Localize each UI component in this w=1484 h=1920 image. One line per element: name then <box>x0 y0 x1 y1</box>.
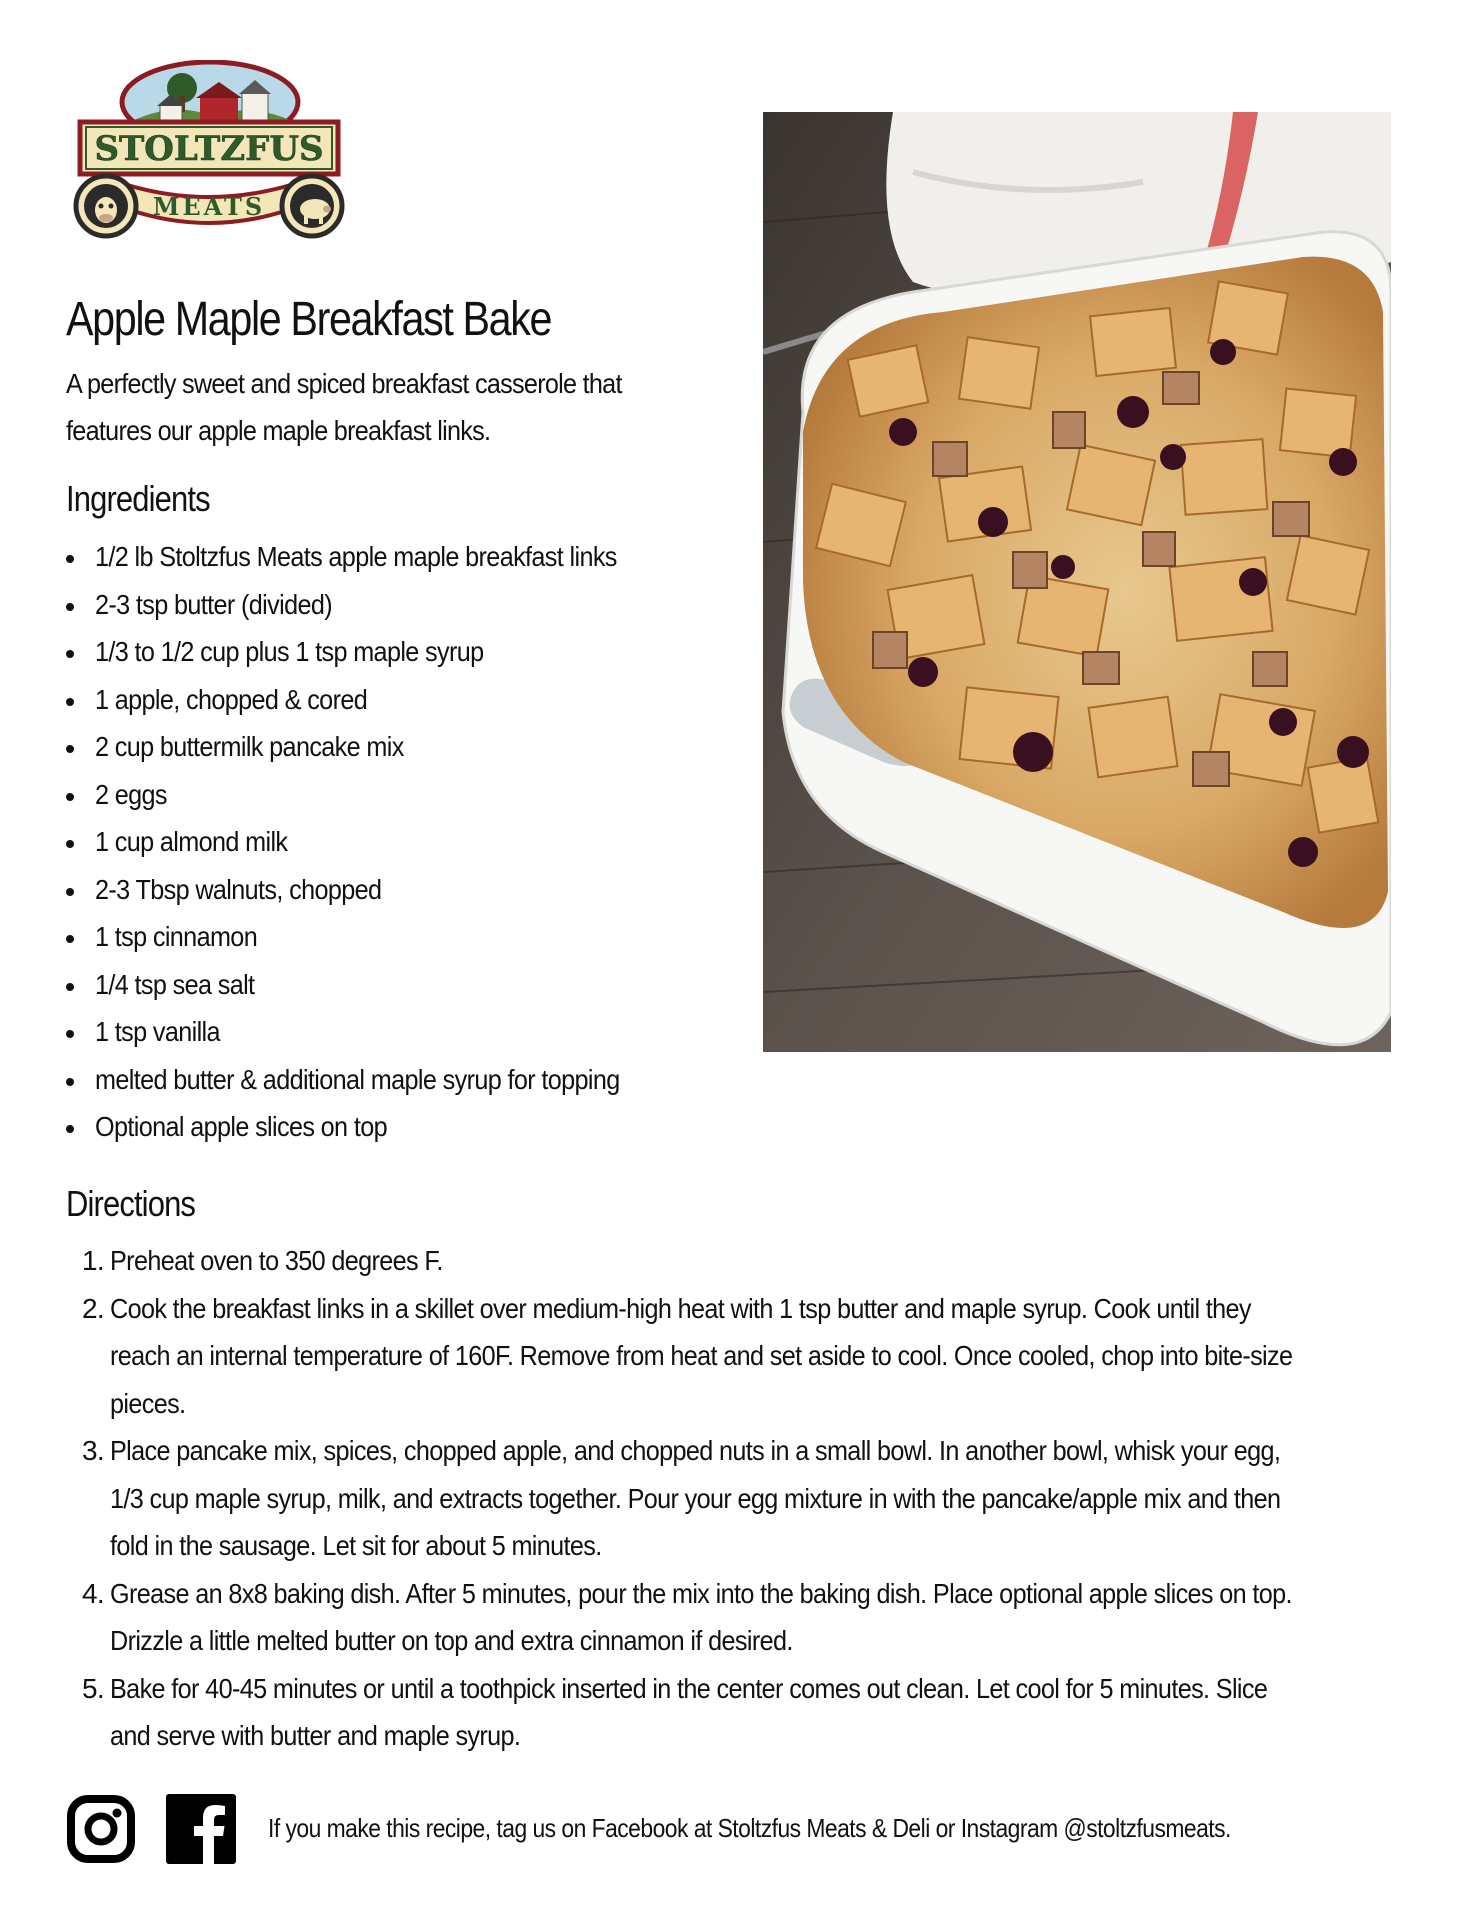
logo-brand-text: STOLTZFUS <box>94 129 324 169</box>
direction-step <box>66 1285 1416 1428</box>
ingredient-item <box>66 1056 766 1104</box>
ingredient-item <box>66 1008 766 1056</box>
bullet-icon <box>66 888 74 896</box>
recipe-title: Apple Maple Breakfast Bake <box>66 293 552 346</box>
recipe-photo <box>763 112 1391 1052</box>
ingredient-text: 1 cup almond milk <box>95 826 288 857</box>
ingredient-text: 1/2 lb Stoltzfus Meats apple maple breakfast links <box>95 541 617 572</box>
ingredient-item <box>66 676 766 724</box>
ingredient-text: 1 tsp cinnamon <box>95 921 258 952</box>
ingredients-list <box>66 533 766 1151</box>
direction-step <box>66 1665 1416 1760</box>
footer-text: If you make this recipe, tag us on Facebook at Stoltzfus Meats & Deli or Instagram @stoltzfusmeats. <box>268 1813 1231 1843</box>
bullet-icon <box>66 793 74 801</box>
ingredient-text: 1 apple, chopped & cored <box>95 683 368 715</box>
step-number: 5. <box>82 1672 104 1704</box>
ingredient-text: 2-3 tsp butter (divided) <box>95 588 333 620</box>
directions-list <box>66 1237 1416 1760</box>
directions-heading: Directions <box>66 1183 196 1224</box>
step-number: 4. <box>82 1577 104 1609</box>
ingredients-heading: Ingredients <box>66 478 210 519</box>
bullet-icon <box>66 745 74 753</box>
step-text: Preheat oven to 350 degrees F. <box>110 1245 443 1276</box>
facebook-icon[interactable] <box>166 1794 236 1864</box>
step-text: Cook the breakfast links in a skillet over medium-high heat with 1 tsp butter and maple syrup. Cook until they reach an internal temperature of 160F. Remove from heat and set aside to cool. Once cooled, chop into bite-size pieces. <box>110 1292 1293 1419</box>
bullet-icon <box>66 983 74 991</box>
logo-meats-text: MEATS <box>152 192 266 221</box>
recipe-subtitle: A perfectly sweet and spiced breakfast casserole that features our apple maple breakfast links. <box>66 368 622 446</box>
bullet-icon <box>66 840 74 848</box>
ingredient-text: 1/4 tsp sea salt <box>95 968 255 1000</box>
ingredient-text: 1 tsp vanilla <box>95 1016 220 1047</box>
bullet-icon <box>66 650 74 658</box>
ingredient-item <box>66 581 766 629</box>
ingredient-text: 2 cup buttermilk pancake mix <box>95 731 404 762</box>
ingredient-item <box>66 533 766 581</box>
step-text: Bake for 40-45 minutes or until a toothpick inserted in the center comes out clean. Let cool for 5 minutes. Slice and serve with butter and maple syrup. <box>110 1672 1268 1751</box>
ingredient-item <box>66 866 766 914</box>
ingredient-item <box>66 913 766 961</box>
ingredient-text: Optional apple slices on top <box>95 1111 387 1142</box>
bullet-icon <box>66 1078 74 1086</box>
step-number: 2. <box>82 1292 104 1324</box>
instagram-icon[interactable] <box>66 1794 136 1864</box>
ingredient-item <box>66 628 766 676</box>
direction-step <box>66 1570 1416 1665</box>
bullet-icon <box>66 603 74 611</box>
bullet-icon <box>66 935 74 943</box>
ingredient-item <box>66 961 766 1009</box>
step-text: Grease an 8x8 baking dish. After 5 minutes, pour the mix into the baking dish. Place optional apple slices on top. Drizzle a little melted butter on top and extra cinnamon if desired. <box>110 1577 1292 1656</box>
direction-step <box>66 1237 1416 1285</box>
ingredient-item <box>66 818 766 866</box>
social-footer <box>66 1794 1366 1864</box>
bullet-icon <box>66 1125 74 1133</box>
ingredient-item <box>66 771 766 819</box>
step-number: 3. <box>82 1435 104 1466</box>
stoltzfus-meats-logo <box>72 60 347 240</box>
bullet-icon <box>66 555 74 563</box>
bullet-icon <box>66 1030 74 1038</box>
ingredient-text: 1/3 to 1/2 cup plus 1 tsp maple syrup <box>95 636 484 667</box>
ingredient-text: melted butter & additional maple syrup for topping <box>95 1063 620 1095</box>
ingredient-text: 2 eggs <box>95 778 167 810</box>
ingredient-text: 2-3 Tbsp walnuts, chopped <box>95 873 382 905</box>
ingredient-item <box>66 723 766 771</box>
step-number: 1. <box>82 1245 104 1276</box>
ingredient-item <box>66 1103 766 1151</box>
step-text: Place pancake mix, spices, chopped apple, and chopped nuts in a small bowl. In another bowl, whisk your egg, 1/3 cup maple syrup, milk, and extracts together. Pour your egg mixture in with the pancake/apple mix and then fold in the sausage. Let sit for about 5 minutes. <box>110 1435 1281 1561</box>
direction-step <box>66 1427 1416 1570</box>
bullet-icon <box>66 698 74 706</box>
